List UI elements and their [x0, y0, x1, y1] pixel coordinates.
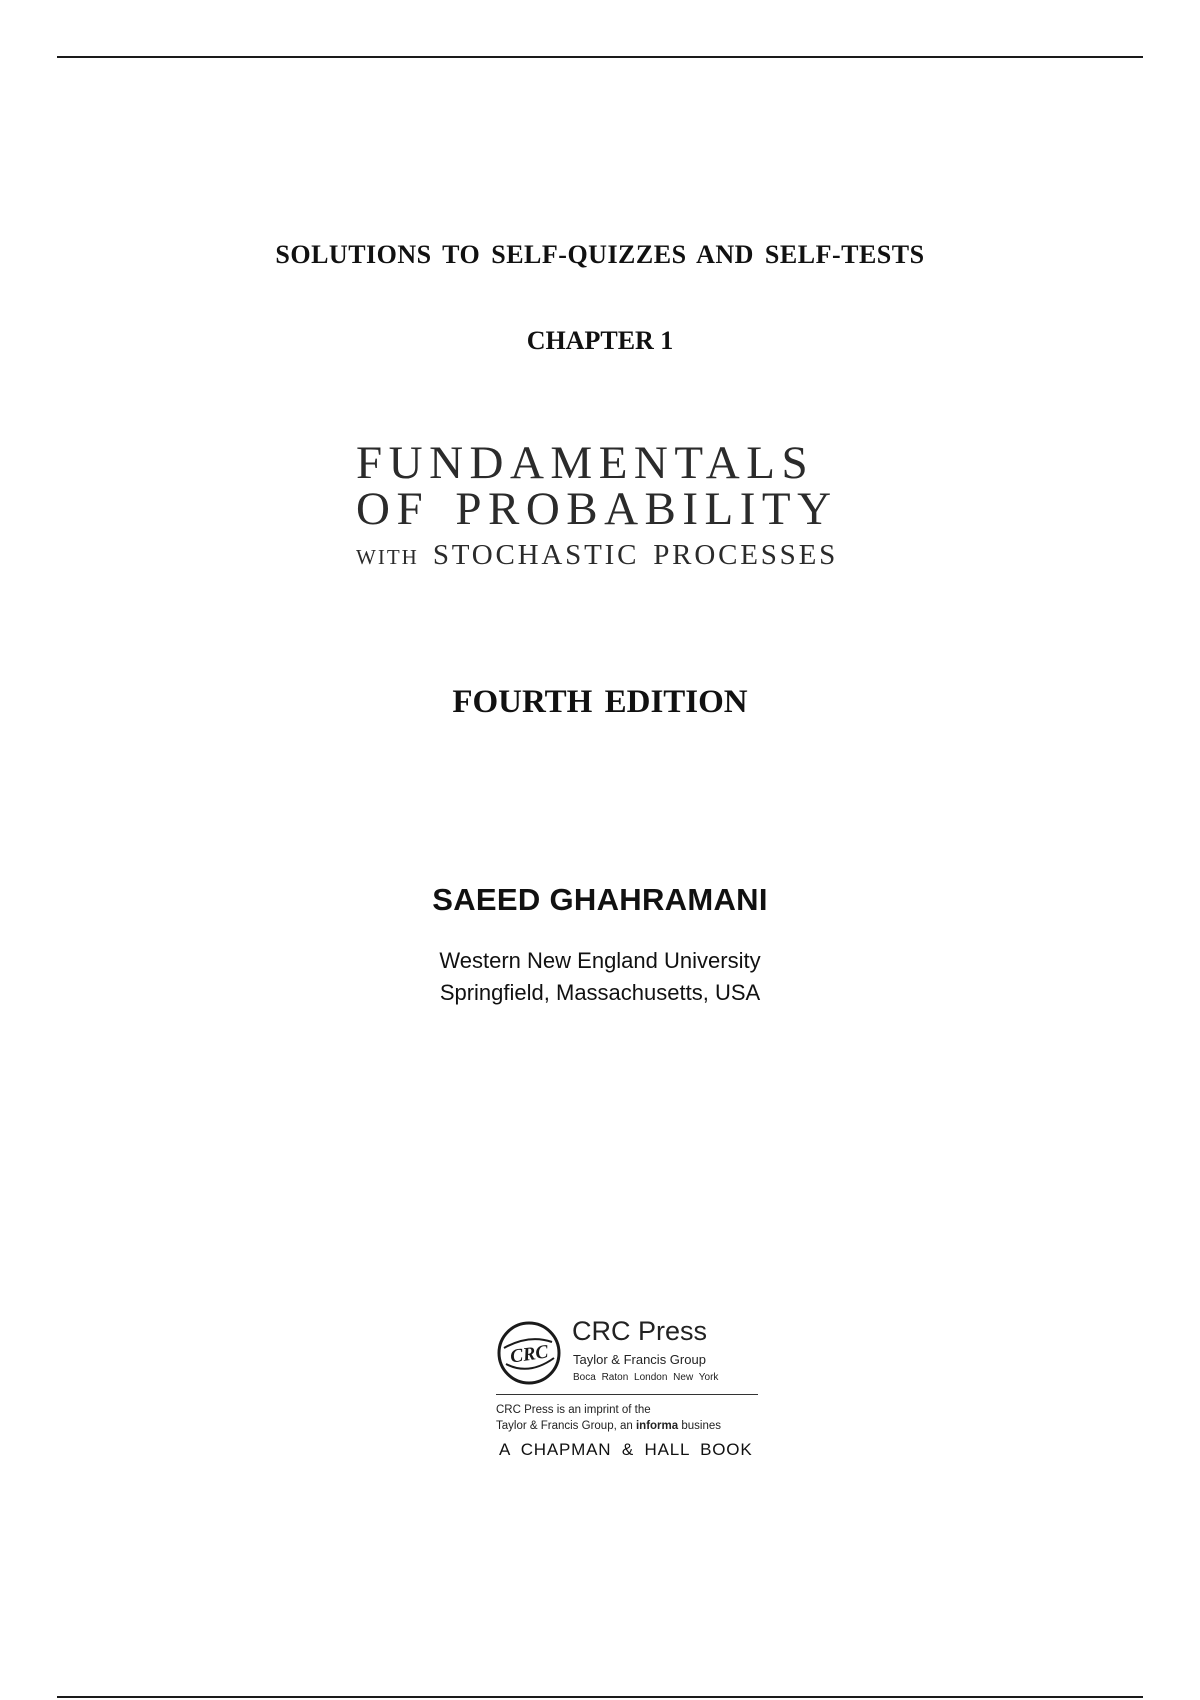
- imprint-line2-suffix: busines: [681, 1420, 721, 1432]
- imprint-informa: informa: [635, 1420, 679, 1432]
- publisher-group: Taylor & Francis Group: [573, 1352, 706, 1367]
- crc-logo-text: CRC: [508, 1341, 550, 1368]
- series-label: A CHAPMAN & HALL BOOK: [499, 1440, 753, 1459]
- book-title-line3: [356, 540, 886, 572]
- author-affiliation-line1: Western New England University: [439, 948, 761, 973]
- publisher-block: [494, 1316, 764, 1466]
- publisher-name: CRC Press: [572, 1316, 708, 1346]
- top-rule: [57, 56, 1143, 58]
- bottom-rule: [57, 1696, 1143, 1698]
- solutions-title: SOLUTIONS TO SELF-QUIZZES AND SELF-TESTS: [275, 240, 925, 269]
- chapter-heading: CHAPTER 1: [526, 326, 674, 355]
- imprint-line2: [496, 1420, 721, 1432]
- edition-label: FOURTH EDITION: [452, 684, 748, 720]
- book-title-subtitle: STOCHASTIC PROCESSES: [432, 539, 839, 571]
- book-title-line2: OF PROBABILITY: [356, 483, 838, 535]
- author-name: SAEED GHAHRAMANI: [432, 882, 768, 917]
- publisher-cities: Boca Raton London New York: [573, 1372, 719, 1383]
- book-title-with: WITH: [356, 545, 419, 569]
- book-title-line1: FUNDAMENTALS: [356, 437, 815, 489]
- author-affiliation-line2: Springfield, Massachusetts, USA: [439, 980, 761, 1005]
- crc-press-logo: [496, 1320, 562, 1386]
- publisher-divider: [496, 1394, 758, 1395]
- imprint-line1: CRC Press is an imprint of the: [496, 1404, 651, 1416]
- imprint-line2-prefix: Taylor & Francis Group, an: [496, 1420, 633, 1432]
